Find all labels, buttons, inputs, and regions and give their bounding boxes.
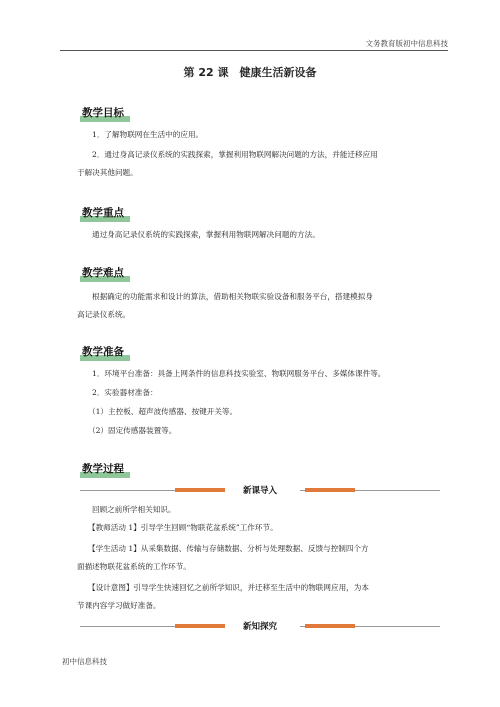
preparation-line-3: （1）主控板、超声波传感器、按键开关等。 [88,407,238,416]
preparation-line-2: 2．实验器材准备： [92,388,158,397]
subsection-title: 新知探究 [242,622,277,632]
header-publisher: 文务教育版初中信息科技 [365,39,448,48]
preparation-line-1: 1．环境平台准备：具备上网条件的信息科技实验室、物联网服务平台、多媒体课件等。 [92,369,386,378]
section-heading-key-points [80,201,126,220]
intro-line-4: 面描述物联花盆系统的工作环节。 [77,562,191,571]
goals-line-2: 2．通过身高记录仪系统的实践探索，掌握利用物联网解决问题的方法，并能迁移应用 [92,150,378,159]
section-heading-difficulties [80,261,126,280]
intro-line-2: 【教师活动 1】引导学生回顾“物联花盆系统”工作环节。 [88,523,278,532]
subsection-divider-explore [80,620,440,632]
section-heading-process [80,457,126,476]
difficulties-line-1: 根据确定的功能需求和设计的算法，借助相关物联实验设备和服务平台，搭建模拟身 [92,292,373,301]
subsection-title: 新课导入 [242,486,277,496]
section-heading-preparation [80,340,126,359]
preparation-line-4: （2）固定传感器装置等。 [88,426,177,435]
intro-line-5: 【设计意图】引导学生快速回忆之前所学知识，并迁移至生活中的物联网应用，为本 [88,583,369,592]
subsection-divider-intro [80,484,440,496]
header-rule [60,50,448,51]
goals-line-3: 于解决其他问题。 [77,168,138,177]
section-heading-label: 教学目标 [82,107,124,119]
section-heading-label: 教学难点 [82,267,124,279]
goals-line-1: 1．了解物联网在生活中的应用。 [92,130,204,139]
difficulties-line-2: 高记录仪系统。 [77,310,131,319]
intro-line-1: 回顾之前所学相关知识。 [92,505,176,514]
page-title: 第 22 课 健康生活新设备 [183,66,317,79]
section-heading-label: 教学过程 [82,463,124,475]
intro-line-6: 节课内容学习做好准备。 [77,601,161,610]
section-heading-goals [80,101,126,120]
key-points-line-1: 通过身高记录仪系统的实践探索，掌握利用物联网解决问题的方法。 [92,230,320,239]
intro-line-3: 【学生活动 1】从采集数据、传输与存储数据、分析与处理数据、反馈与控制四个方 [88,544,369,553]
section-heading-label: 教学重点 [82,207,124,219]
footer-subject: 初中信息科技 [62,657,107,666]
section-heading-label: 教学准备 [82,346,124,358]
